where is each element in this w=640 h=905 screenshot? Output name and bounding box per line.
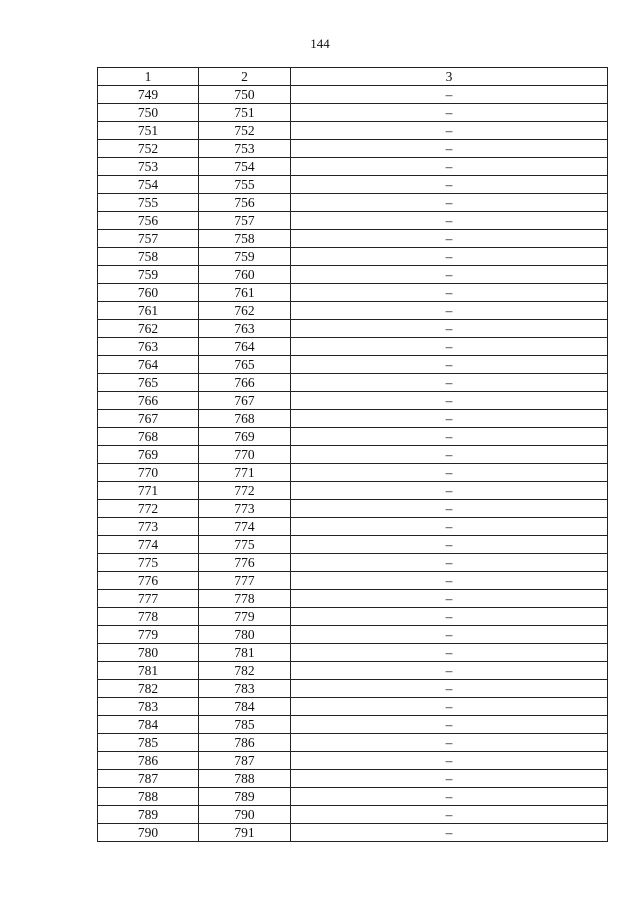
data-table [97,67,608,842]
table-row [98,410,608,428]
table-row [98,518,608,536]
table-row [98,572,608,590]
table-row [98,536,608,554]
table-cell-col-1: 773 [98,518,199,536]
table-row [98,284,608,302]
table-cell-col-1: 753 [98,158,199,176]
table-cell-col-3: – [291,716,608,734]
table-cell-col-2: 783 [199,680,291,698]
table-cell-col-2: 774 [199,518,291,536]
table-cell-col-1: 754 [98,176,199,194]
table-cell-col-2: 759 [199,248,291,266]
table-cell-col-1: 757 [98,230,199,248]
table-cell-col-2: 752 [199,122,291,140]
table-row [98,464,608,482]
table-cell-col-2: 781 [199,644,291,662]
table-cell-col-3: – [291,590,608,608]
table-cell-col-3: – [291,680,608,698]
table-header [98,68,608,86]
table-cell-col-3: – [291,266,608,284]
table-cell-col-2: 773 [199,500,291,518]
table-cell-col-3: – [291,302,608,320]
table-cell-col-2: 775 [199,536,291,554]
table-cell-col-1: 764 [98,356,199,374]
table-cell-col-3: – [291,356,608,374]
table-row [98,140,608,158]
table-cell-col-2: 786 [199,734,291,752]
table-cell-col-1: 749 [98,86,199,104]
table-cell-col-1: 782 [98,680,199,698]
table-cell-col-3: – [291,248,608,266]
table-cell-col-1: 788 [98,788,199,806]
table-cell-col-1: 751 [98,122,199,140]
table-cell-col-2: 770 [199,446,291,464]
table-cell-col-3: – [291,428,608,446]
table-cell-col-1: 785 [98,734,199,752]
table-cell-col-3: – [291,734,608,752]
table-cell-col-2: 758 [199,230,291,248]
table-cell-col-2: 769 [199,428,291,446]
table-cell-col-2: 787 [199,752,291,770]
table-cell-col-2: 766 [199,374,291,392]
table-cell-col-2: 779 [199,608,291,626]
table-cell-col-1: 783 [98,698,199,716]
table-cell-col-3: – [291,446,608,464]
table-cell-col-2: 777 [199,572,291,590]
table-row [98,176,608,194]
table-cell-col-1: 777 [98,590,199,608]
table-row [98,392,608,410]
table-cell-col-3: – [291,374,608,392]
table-cell-col-3: – [291,410,608,428]
table-cell-col-2: 782 [199,662,291,680]
table-cell-col-1: 750 [98,104,199,122]
table-row [98,104,608,122]
table-cell-col-3: – [291,518,608,536]
table-cell-col-3: – [291,824,608,842]
table-cell-col-3: – [291,608,608,626]
table-row [98,698,608,716]
table-cell-col-2: 763 [199,320,291,338]
table-cell-col-1: 790 [98,824,199,842]
table-cell-col-1: 786 [98,752,199,770]
table-cell-col-1: 776 [98,572,199,590]
table-cell-col-1: 775 [98,554,199,572]
table-cell-col-1: 767 [98,410,199,428]
table-cell-col-1: 752 [98,140,199,158]
table-row [98,266,608,284]
table-row [98,230,608,248]
table-cell-col-2: 785 [199,716,291,734]
table-cell-col-1: 766 [98,392,199,410]
table-cell-col-3: – [291,104,608,122]
table-cell-col-1: 768 [98,428,199,446]
table-row [98,428,608,446]
table-row [98,752,608,770]
table-row [98,320,608,338]
table-cell-col-2: 764 [199,338,291,356]
table-row [98,608,608,626]
table-cell-col-2: 755 [199,176,291,194]
table-cell-col-2: 789 [199,788,291,806]
table-cell-col-3: – [291,662,608,680]
table-cell-col-2: 750 [199,86,291,104]
table-cell-col-1: 781 [98,662,199,680]
table-cell-col-1: 772 [98,500,199,518]
table-row [98,662,608,680]
table-row [98,716,608,734]
table-cell-col-1: 758 [98,248,199,266]
table-cell-col-3: – [291,320,608,338]
table-cell-col-2: 790 [199,806,291,824]
table-cell-col-2: 776 [199,554,291,572]
table-cell-col-1: 763 [98,338,199,356]
table-cell-col-3: – [291,554,608,572]
table-cell-col-1: 760 [98,284,199,302]
table-row [98,194,608,212]
table-cell-col-3: – [291,158,608,176]
column-header-1: 1 [98,68,199,86]
table-cell-col-3: – [291,482,608,500]
table-row [98,446,608,464]
table-row [98,158,608,176]
table-cell-col-3: – [291,392,608,410]
table-cell-col-1: 755 [98,194,199,212]
table-cell-col-2: 791 [199,824,291,842]
table-cell-col-1: 762 [98,320,199,338]
table-row [98,122,608,140]
table-cell-col-1: 765 [98,374,199,392]
table-cell-col-2: 767 [199,392,291,410]
table-cell-col-3: – [291,194,608,212]
table-cell-col-3: – [291,86,608,104]
table-row [98,626,608,644]
column-header-3: 3 [291,68,608,86]
table-cell-col-3: – [291,122,608,140]
table-cell-col-3: – [291,212,608,230]
table-row [98,86,608,104]
table-cell-col-3: – [291,572,608,590]
table-cell-col-2: 751 [199,104,291,122]
table-row [98,680,608,698]
table-row [98,212,608,230]
table-cell-col-3: – [291,770,608,788]
table-row [98,824,608,842]
table-cell-col-3: – [291,500,608,518]
table-cell-col-3: – [291,698,608,716]
table-cell-col-2: 780 [199,626,291,644]
table-cell-col-1: 774 [98,536,199,554]
table-cell-col-2: 761 [199,284,291,302]
table-row [98,338,608,356]
table-body [98,86,608,842]
table-cell-col-1: 780 [98,644,199,662]
table-cell-col-1: 759 [98,266,199,284]
table-row [98,770,608,788]
table-cell-col-1: 779 [98,626,199,644]
table-row [98,734,608,752]
table-row [98,374,608,392]
table-cell-col-2: 760 [199,266,291,284]
table-cell-col-1: 756 [98,212,199,230]
table-cell-col-1: 784 [98,716,199,734]
table-cell-col-2: 765 [199,356,291,374]
table-row [98,806,608,824]
header-row [98,68,608,86]
table-cell-col-3: – [291,644,608,662]
page-number: 144 [310,36,330,51]
table-cell-col-1: 761 [98,302,199,320]
table-cell-col-3: – [291,536,608,554]
table-cell-col-2: 756 [199,194,291,212]
table-row [98,248,608,266]
table-cell-col-3: – [291,284,608,302]
table-cell-col-3: – [291,806,608,824]
table-cell-col-2: 788 [199,770,291,788]
table-cell-col-3: – [291,788,608,806]
table-cell-col-2: 784 [199,698,291,716]
table-cell-col-3: – [291,140,608,158]
table-cell-col-1: 770 [98,464,199,482]
table-cell-col-3: – [291,626,608,644]
table-row [98,356,608,374]
table-cell-col-2: 753 [199,140,291,158]
table-row [98,302,608,320]
table-row [98,500,608,518]
table-cell-col-1: 789 [98,806,199,824]
table-cell-col-2: 772 [199,482,291,500]
column-header-2: 2 [199,68,291,86]
table-cell-col-2: 771 [199,464,291,482]
table-cell-col-2: 778 [199,590,291,608]
table-cell-col-2: 754 [199,158,291,176]
table-cell-col-3: – [291,752,608,770]
table-cell-col-2: 768 [199,410,291,428]
table-cell-col-3: – [291,338,608,356]
table-cell-col-1: 771 [98,482,199,500]
table-row [98,590,608,608]
table-row [98,788,608,806]
table-cell-col-3: – [291,176,608,194]
table-cell-col-3: – [291,464,608,482]
table-row [98,554,608,572]
table-cell-col-1: 769 [98,446,199,464]
table-row [98,644,608,662]
table-cell-col-2: 757 [199,212,291,230]
table-cell-col-1: 778 [98,608,199,626]
table-cell-col-2: 762 [199,302,291,320]
table-row [98,482,608,500]
table-cell-col-1: 787 [98,770,199,788]
table-cell-col-3: – [291,230,608,248]
